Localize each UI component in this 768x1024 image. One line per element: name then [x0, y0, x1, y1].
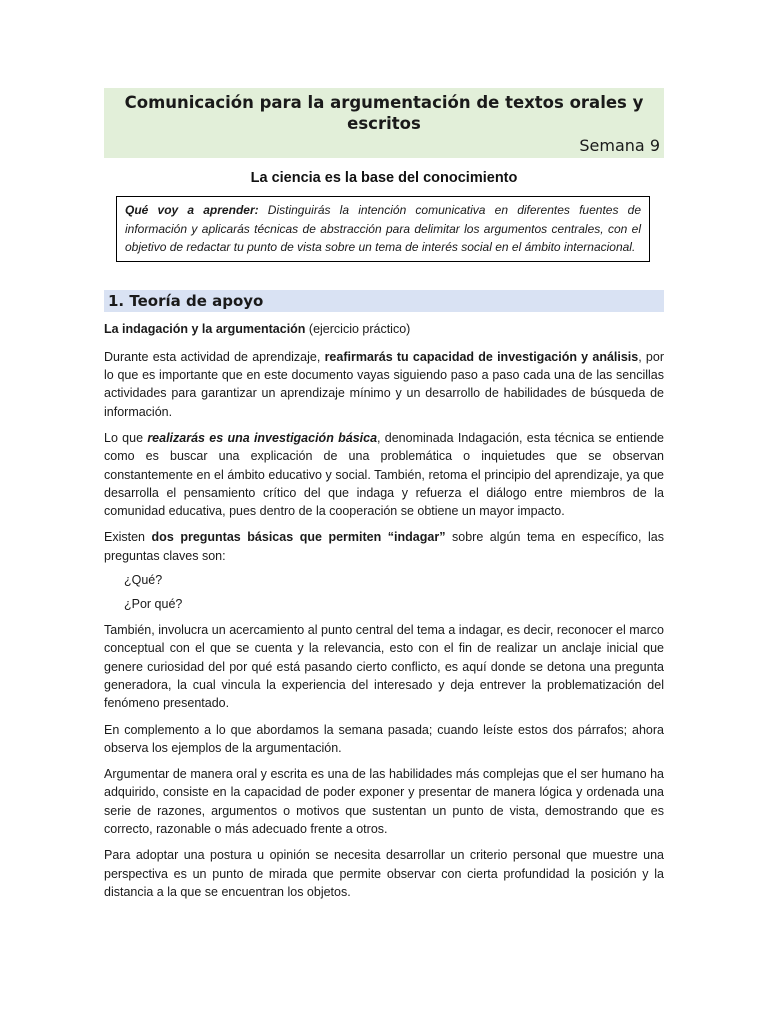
question-que: ¿Qué? — [124, 573, 163, 588]
paragraph-7: Para adoptar una postura u opinión se necesita desarrollar un criterio personal que muestre una perspectiva es un punto de mirada que permite observar con cierta profundidad la posición y la distancia a la que se encuentran los objetos. — [104, 848, 664, 899]
paragraph-2-bold-italic: realizarás es una investigación básica — [147, 430, 378, 445]
paragraph-1-text-a: Durante esta actividad de aprendizaje, — [104, 349, 325, 364]
header-box — [104, 88, 664, 158]
paragraph-1-bold: reafirmarás tu capacidad de investigación y análisis — [324, 349, 639, 364]
paragraph-3-bold: dos preguntas básicas que permiten “indagar” — [151, 530, 446, 545]
paragraph-2 — [104, 429, 664, 520]
paragraph-1-text-c: , por lo que es importante que en este documento vayas siguiendo paso a paso cada una de las sencillas actividades para garantizar un aprendizaje mínimo y un desarrollo de habilidades de búsqueda de información. — [104, 349, 664, 419]
subheading-bold: La indagación y la argumentación — [104, 321, 306, 336]
document-subtitle: La ciencia es la base del conocimiento — [250, 170, 518, 186]
paragraph-6: Argumentar de manera oral y escrita es una de las habilidades más complejas que el ser humano ha adquirido, consiste en la capacidad de poder exponer y presentar de manera lógica y ordenada una serie de razones, argumentos o motivos que sustentan un punto de vista, demostrando que es correcto, razonable o más adecuado frente a otros. — [104, 767, 664, 837]
paragraph-2-text-a: Lo que — [104, 430, 148, 445]
paragraph-4: También, involucra un acercamiento al punto central del tema a indagar, es decir, reconocer el marco conceptual con el que se cuenta y la relevancia, esto con el fin de realizar un anclaje inicial que genere curiosidad del por qué está pasando cierto conflicto, es aquí donde se detona una pregunta generadora, la cual vincula la experiencia del interesado y deja entrever la problematización del fenómeno presentado. — [104, 623, 664, 711]
week-label: Semana 9 — [579, 136, 660, 155]
section-subheading — [104, 320, 664, 338]
section-heading: 1. Teoría de apoyo — [104, 290, 664, 312]
paragraph-3-text-a: Existen — [104, 530, 152, 545]
learning-objective-box — [116, 196, 650, 262]
course-title: Comunicación para la argumentación de textos orales y escritos — [124, 93, 644, 133]
paragraph-3-text-c: sobre algún tema en específico, las preguntas claves son: — [104, 530, 664, 563]
learning-objective-text: Distinguirás la intención comunicativa en diferentes fuentes de información y aplicarás técnicas de abstracción para delimitar los argumentos centrales, con el objetivo de redactar tu punto de vista sobre un tema de interés social en el ámbito internacional. — [125, 203, 641, 254]
question-por-que: ¿Por qué? — [124, 597, 183, 612]
document-page — [104, 88, 664, 901]
learning-objective-label: Qué voy a aprender: — [125, 203, 259, 217]
paragraph-3 — [104, 528, 664, 565]
subheading-rest: (ejercicio práctico) — [305, 321, 411, 336]
paragraph-5: En complemento a lo que abordamos la semana pasada; cuando leíste estos dos párrafos; ahora observa los ejemplos de la argumentación. — [104, 722, 664, 755]
paragraph-1 — [104, 348, 664, 421]
paragraph-2-text-c: , denominada Indagación, esta técnica se entiende como es buscar una explicación de una problemática o inquietudes que se observan constantemente en el ámbito educativo y social. También, retoma el principio del aprendizaje, ya que desarrolla el pensamiento crítico del que indaga y refuerza el diálogo entre miembros de la comunidad educativa, pues dentro de la cooperación se obtiene un mayor impacto. — [104, 430, 664, 519]
